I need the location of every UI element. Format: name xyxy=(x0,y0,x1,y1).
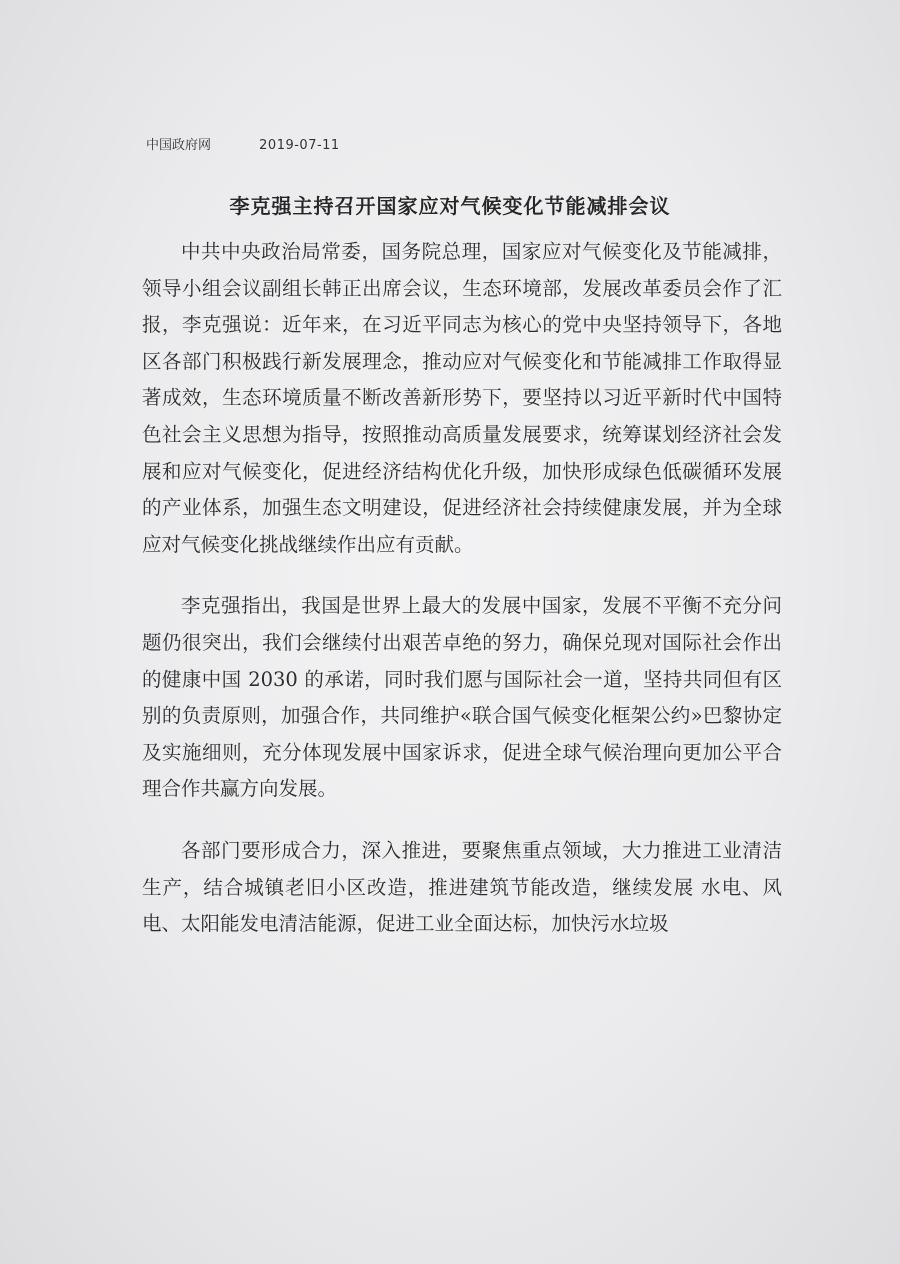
publish-date: 2019-07-11 xyxy=(259,138,340,153)
article-body xyxy=(142,234,782,943)
paragraph-3: 各部门要形成合力，深入推进，要聚焦重点领域，大力推进工业清洁生产，结合城镇老旧小区改造，推进建筑节能改造，继续发展 水电、风电、太阳能发电清洁能源，促进工业全面达标，加快污水垃圾 xyxy=(142,838,782,936)
article-title: 李克强主持召开国家应对气候变化节能减排会议 xyxy=(229,194,671,218)
paragraph-2: 李克强指出，我国是世界上最大的发展中国家，发展不平衡不充分问题仍很突出，我们会继续付出艰苦卓绝的努力，确保兑现对国际社会作出的健康中国 2030 的承诺，同时我们愿与国际社会一道，坚持共同但有区别的负责原则，加强合作，共同维护«联合国气候变化框架公约»巴黎协定及实施细则，充分体现发展中国家诉求，促进全球气候治理向更加公平合理合作共赢方向发展。 xyxy=(142,594,782,801)
paragraph-1: 中共中央政治局常委，国务院总理，国家应对气候变化及节能减排，领导小组会议副组长韩正出席会议，生态环境部，发展改革委员会作了汇报，李克强说：近年来，在习近平同志为核心的党中央坚持领导下，各地区各部门积极践行新发展理念，推动应对气候变化和节能减排工作取得显著成效，生态环境质量不断改善新形势下，要坚持以习近平新时代中国特色社会主义思想为指导，按照推动高质量发展要求，统筹谋划经济社会发展和应对气候变化，促进经济结构优化升级，加快形成绿色低碳循环发展的产业体系，加强生态文明建设，促进经济社会持续健康发展，并为全球应对气候变化挑战继续作出应有贡献。 xyxy=(142,240,782,556)
document-header xyxy=(146,134,340,153)
source-label: 中国政府网 xyxy=(146,138,212,153)
